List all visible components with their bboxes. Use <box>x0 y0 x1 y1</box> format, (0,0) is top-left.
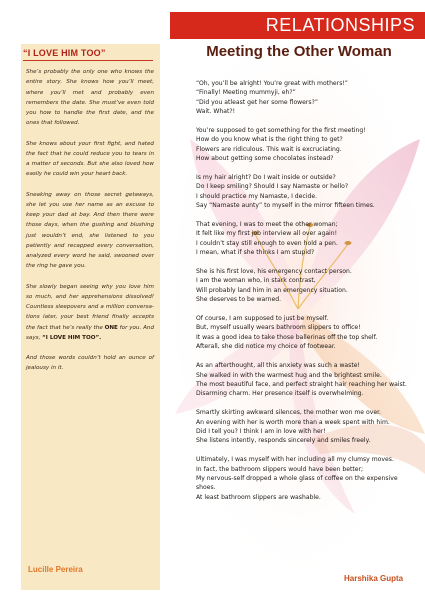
section-banner <box>170 12 425 39</box>
stanza-line: She is his first love, his emergency contact person. <box>196 268 352 276</box>
article-stanza <box>196 314 418 352</box>
stanza-line: That evening, I was to meet the other woman; <box>196 221 338 229</box>
article-author: Harshika Gupta <box>344 574 404 583</box>
stanza-line: How do you know what is the right thing to get? <box>196 136 343 144</box>
article-stanza <box>196 126 418 164</box>
stanza-line: “Oh, you’ll be alright! You’re great with mothers!” <box>196 80 348 87</box>
stanza-line: Will probably land him in an emergency situation. <box>196 286 348 294</box>
sidebar-body <box>26 67 154 384</box>
stanza-line: She walked in with the warmest hug and the brightest smile. <box>196 371 382 379</box>
stanza-line: Disarming charm. Her presence itself is overwhelming. <box>196 390 364 398</box>
article-stanza <box>196 79 418 117</box>
article-title: Meeting the Other Woman <box>206 43 392 60</box>
stanza-line: Did I tell you? I think I am in love with her! <box>196 427 326 435</box>
stanza-line: I should practice my Namaste, I decide. <box>196 192 318 200</box>
stanza-line: As an afterthought, all this anxiety was such a waste! <box>196 362 360 370</box>
stanza-line: She listens intently, responds sincerely and smiles freely. <box>196 437 371 445</box>
stanza-line: An evening with her is worth more than a week spent with him. <box>196 418 390 426</box>
stanza-line: I am the woman who, in stark contrast, <box>196 277 316 285</box>
sidebar-paragraph: She’s probably the only one who knows the entire story. She knows how you’ll meet, where you’ll met and probably even remembers the date. She must’ve even told you how to handle the first date, and the ones that followed. <box>26 69 154 127</box>
stanza-line: Is my hair alright? Do I wait inside or outside? <box>196 174 336 182</box>
sidebar-author: Lucille Pereira <box>28 565 83 574</box>
stanza-line: Do I keep smiling? Should I say Namaste or hello? <box>196 183 349 191</box>
article-stanza <box>196 220 418 258</box>
stanza-line: My nervous-self dropped a whole glass of coffee on the expensive shoes. <box>196 474 398 492</box>
stanza-line: “Did you atleast get her some flowers?” <box>196 98 318 106</box>
stanza-line: Ultimately, I was myself with her including all my clumsy moves. <box>196 456 394 464</box>
article-stanza <box>196 267 418 305</box>
stanza-line: The most beautiful face, and perfect straight hair reaching her waist. <box>196 380 407 388</box>
stanza-line: You’re supposed to get something for the first meeting! <box>196 127 366 135</box>
stanza-line: But, myself usually wears bathroom slippers to office! <box>196 324 361 332</box>
sidebar-paragraph: And those words couldn’t hold an ounce of jealousy in it. <box>26 355 154 372</box>
article-body <box>196 79 418 512</box>
emphasis-one: ONE <box>104 324 118 331</box>
stanza-line: At least bathroom slippers are washable. <box>196 493 321 501</box>
stanza-line: How about getting some chocolates instead? <box>196 155 334 163</box>
article-stanza <box>196 173 418 211</box>
sidebar-title-rule <box>23 60 153 61</box>
stanza-line: Flowers are ridiculous. This wait is excruciating. <box>196 145 342 153</box>
stanza-line: I couldn’t stay still enough to even hold a pen. <box>196 239 338 247</box>
stanza-line: Wait. What?! <box>196 108 236 116</box>
sidebar-paragraph: She knows about your first fight, and hated the fact that he could reduce you to tears in a matter of seconds. But she also loved how easily he could win your heart back. <box>26 140 154 178</box>
stanza-line: Say “Namaste aunty” to myself in the mirror fifteen times. <box>196 202 375 210</box>
stanza-line: “Finally! Meeting mummyji, eh?” <box>196 89 296 97</box>
stanza-line: Smartly skirting awkward silences, the mother won me over. <box>196 409 381 417</box>
emphasis-quote: “I LOVE HIM TOO”. <box>42 334 102 341</box>
sidebar-paragraph: She slowly began seeing why you love him so much, and her apprehensions dissolved! Countless sleepovers and a million conversa-tions later, your best friend finally accepts the fact that he’s really the ONE for you. And says, “I LOVE HIM TOO”. <box>26 283 154 341</box>
sidebar-paragraph: Sneaking away on those secret getaways, she let you use her name as an excuse to keep your dad at bay. And then there were those days, when the gushing and blushing just wouldn’t end, she listened to you patiently and recapped every conversation, analyzed every word he said, swooned over the ring he gave you. <box>26 191 154 270</box>
article-stanza <box>196 455 418 502</box>
sidebar-title: “I LOVE HIM TOO” <box>23 48 106 58</box>
article-stanza <box>196 361 418 399</box>
stanza-line: Afterall, she did notice my choice of footwear. <box>196 343 336 351</box>
stanza-line: It felt like my first job interview all over again! <box>196 230 338 238</box>
article-stanza <box>196 408 418 446</box>
stanza-line: It was a good idea to take those ballerinas off the top shelf. <box>196 333 378 341</box>
stanza-line: In fact, the bathroom slippers would have been better; <box>196 465 364 473</box>
stanza-line: She deserves to be warned. <box>196 296 282 304</box>
stanza-line: Of course, I am supposed to just be myself. <box>196 315 329 323</box>
stanza-line: I mean, what if she thinks I am stupid? <box>196 249 315 257</box>
section-title: RELATIONSHIPS <box>265 15 415 35</box>
